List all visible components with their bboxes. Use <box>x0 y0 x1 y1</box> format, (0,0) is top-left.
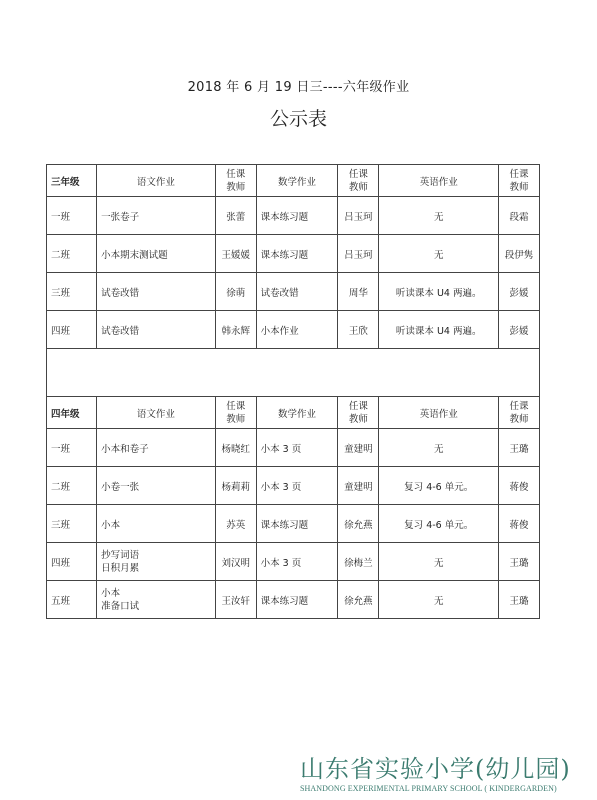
math-teacher: 吕玉珂 <box>338 235 379 273</box>
chinese-teacher: 王媛媛 <box>215 235 256 273</box>
math-homework: 小本 3 页 <box>256 467 338 505</box>
chinese-homework: 小本和卷子 <box>97 429 216 467</box>
class-label: 一班 <box>47 429 97 467</box>
header-teacher: 任课 教师 <box>499 397 540 429</box>
document-subtitle: 公示表 <box>269 108 327 130</box>
chinese-homework: 一张卷子 <box>97 197 216 235</box>
english-homework: 无 <box>379 543 499 581</box>
header-teacher: 任课 教师 <box>338 397 379 429</box>
class-label: 四班 <box>47 543 97 581</box>
english-homework: 复习 4-6 单元。 <box>379 505 499 543</box>
math-teacher: 徐允燕 <box>338 505 379 543</box>
chinese-homework: 小本期末测试题 <box>97 235 216 273</box>
class-label: 三班 <box>47 273 97 311</box>
math-teacher: 童建明 <box>338 467 379 505</box>
math-homework: 课本练习题 <box>256 197 338 235</box>
english-teacher: 王璐 <box>499 543 540 581</box>
header-math: 数学作业 <box>256 165 338 197</box>
header-teacher: 任课 教师 <box>215 397 256 429</box>
english-homework: 复习 4-6 单元。 <box>379 467 499 505</box>
empty-cell <box>47 349 540 397</box>
english-homework: 无 <box>379 235 499 273</box>
chinese-teacher: 苏英 <box>215 505 256 543</box>
english-teacher: 蒋俊 <box>499 505 540 543</box>
chinese-teacher: 王汝轩 <box>215 581 256 619</box>
table-row <box>47 581 540 619</box>
english-teacher: 王璐 <box>499 581 540 619</box>
english-teacher: 彭媛 <box>499 273 540 311</box>
math-homework: 课本练习题 <box>256 235 338 273</box>
math-teacher: 徐梅兰 <box>338 543 379 581</box>
english-teacher: 彭媛 <box>499 311 540 349</box>
table-row <box>47 235 540 273</box>
school-logo <box>300 749 590 793</box>
table-row <box>47 505 540 543</box>
chinese-teacher: 韩永辉 <box>215 311 256 349</box>
header-teacher: 任课 教师 <box>338 165 379 197</box>
school-name-chinese: 山东省实验小学(幼儿园) <box>300 755 571 783</box>
homework-table <box>46 164 540 619</box>
chinese-homework: 抄写词语 日积月累 <box>97 543 216 581</box>
class-label: 五班 <box>47 581 97 619</box>
class-label: 三班 <box>47 505 97 543</box>
header-chinese: 语文作业 <box>97 397 216 429</box>
section-spacer-row <box>47 349 540 397</box>
table-row <box>47 197 540 235</box>
header-teacher: 任课 教师 <box>215 165 256 197</box>
table-row <box>47 273 540 311</box>
grade4-header-row <box>47 397 540 429</box>
math-homework: 课本练习题 <box>256 505 338 543</box>
class-label: 一班 <box>47 197 97 235</box>
header-english: 英语作业 <box>379 165 499 197</box>
grade3-header-row <box>47 165 540 197</box>
english-homework: 听读课本 U4 两遍。 <box>379 273 499 311</box>
math-homework: 试卷改错 <box>256 273 338 311</box>
english-homework: 无 <box>379 429 499 467</box>
document-title: 2018 年 6 月 19 日三----六年级作业 <box>187 80 410 95</box>
math-teacher: 徐允燕 <box>338 581 379 619</box>
class-label: 二班 <box>47 235 97 273</box>
math-teacher: 童建明 <box>338 429 379 467</box>
table-row <box>47 429 540 467</box>
header-english: 英语作业 <box>379 397 499 429</box>
chinese-teacher: 刘汉明 <box>215 543 256 581</box>
table-row <box>47 467 540 505</box>
chinese-homework: 小卷一张 <box>97 467 216 505</box>
english-teacher: 段霜 <box>499 197 540 235</box>
grade4-label: 四年级 <box>47 397 97 429</box>
chinese-teacher: 杨莉莉 <box>215 467 256 505</box>
english-teacher: 段伊隽 <box>499 235 540 273</box>
math-homework: 小本 3 页 <box>256 429 338 467</box>
header-chinese: 语文作业 <box>97 165 216 197</box>
english-teacher: 蒋俊 <box>499 467 540 505</box>
grade3-label: 三年级 <box>47 165 97 197</box>
header-math: 数学作业 <box>256 397 338 429</box>
chinese-homework: 小本 <box>97 505 216 543</box>
table-row <box>47 543 540 581</box>
chinese-homework: 小本 准备口试 <box>97 581 216 619</box>
english-homework: 无 <box>379 581 499 619</box>
english-homework: 听读课本 U4 两遍。 <box>379 311 499 349</box>
math-teacher: 周华 <box>338 273 379 311</box>
math-teacher: 吕玉珂 <box>338 197 379 235</box>
header-teacher: 任课 教师 <box>499 165 540 197</box>
table-row <box>47 311 540 349</box>
chinese-homework: 试卷改错 <box>97 311 216 349</box>
math-homework: 小本 3 页 <box>256 543 338 581</box>
english-homework: 无 <box>379 197 499 235</box>
chinese-homework: 试卷改错 <box>97 273 216 311</box>
chinese-teacher: 徐萌 <box>215 273 256 311</box>
class-label: 四班 <box>47 311 97 349</box>
class-label: 二班 <box>47 467 97 505</box>
english-teacher: 王璐 <box>499 429 540 467</box>
math-homework: 课本练习题 <box>256 581 338 619</box>
school-name-english: SHANDONG EXPERIMENTAL PRIMARY SCHOOL ( KINDERGARDEN) <box>300 784 557 793</box>
chinese-teacher: 张蕾 <box>215 197 256 235</box>
math-homework: 小本作业 <box>256 311 338 349</box>
math-teacher: 王欣 <box>338 311 379 349</box>
chinese-teacher: 杨晓红 <box>215 429 256 467</box>
